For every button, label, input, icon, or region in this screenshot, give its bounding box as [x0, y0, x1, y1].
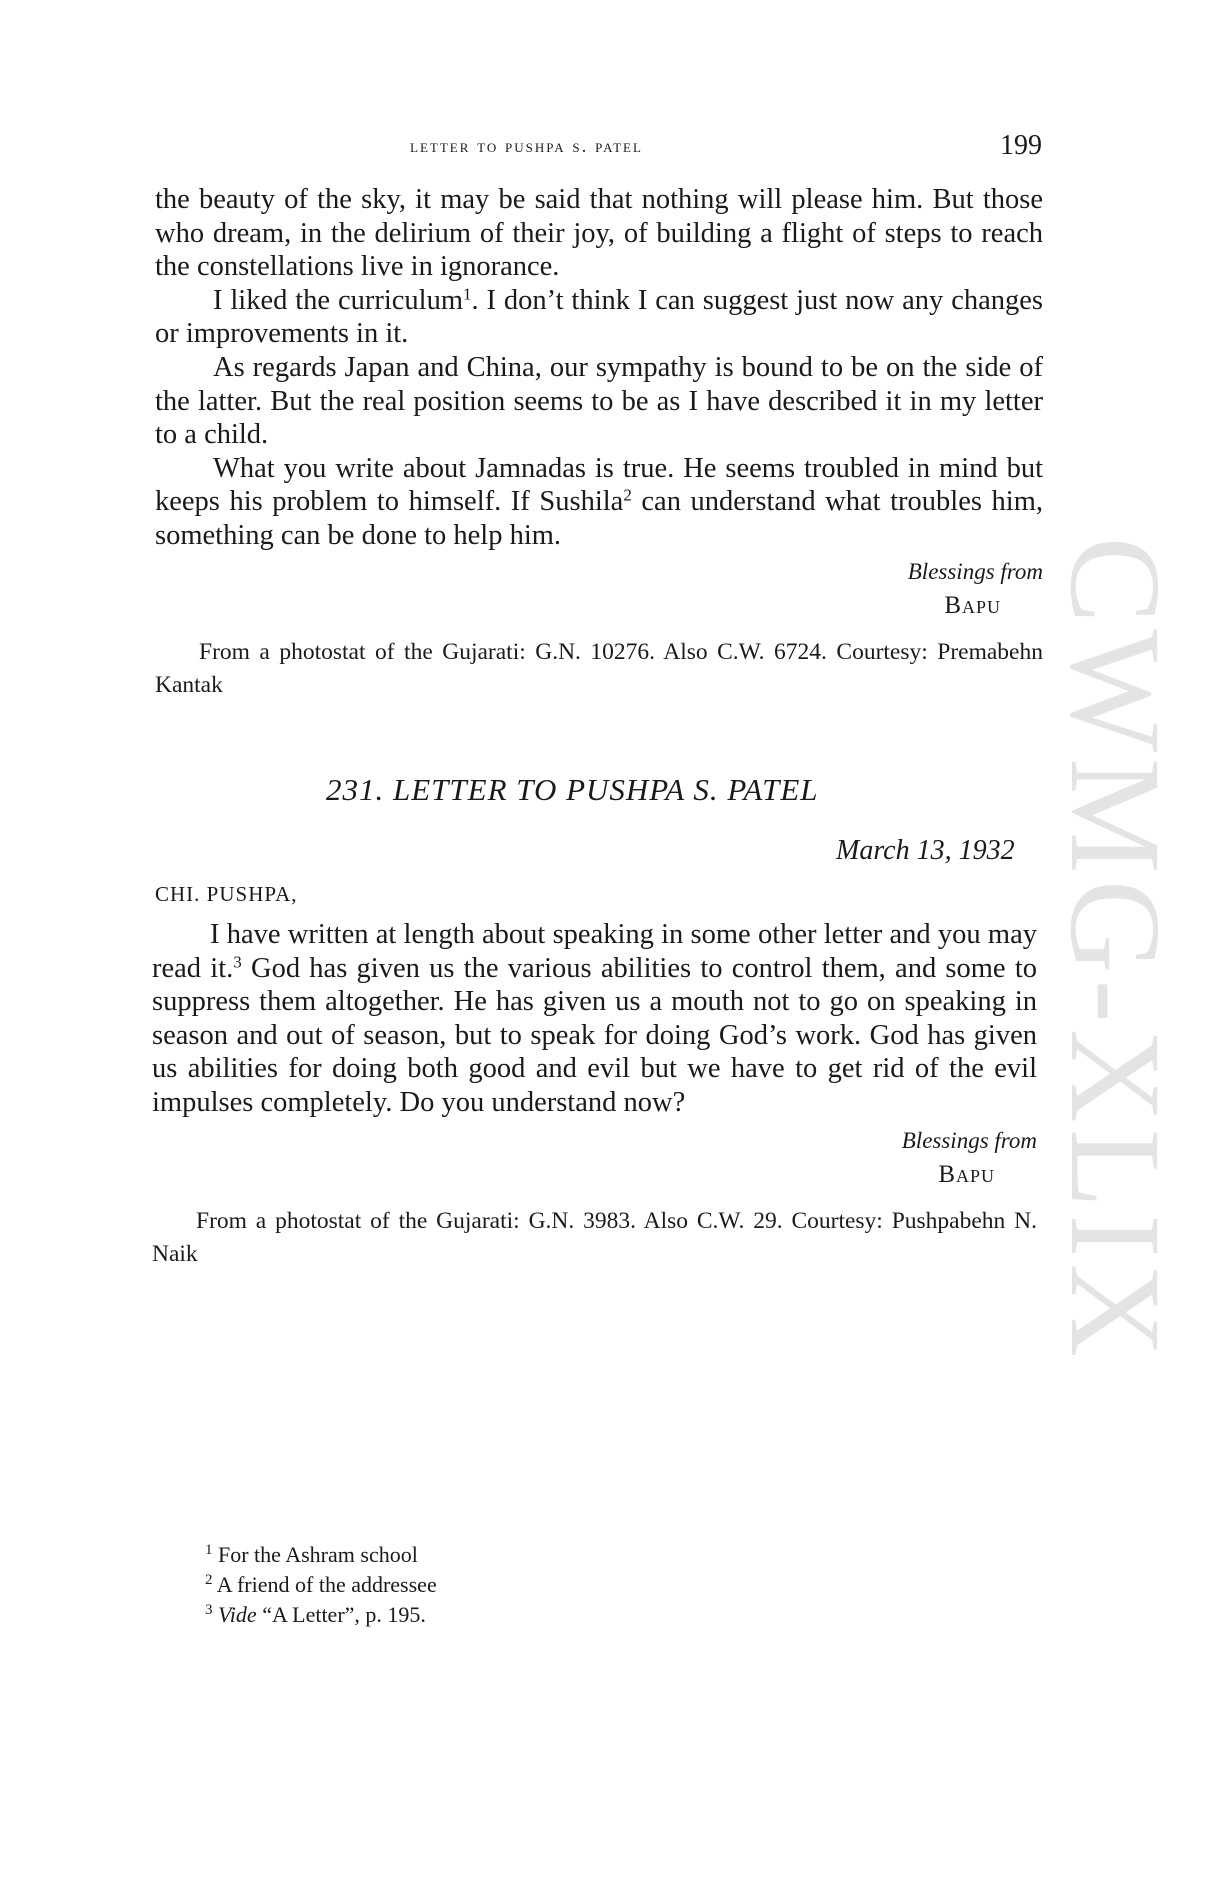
paragraph-text: I liked the curriculum [213, 284, 463, 316]
paragraph-continued: the beauty of the sky, it may be said that nothing will please him. But those who dream, in the delirium of their joy, of building a flight of steps to reach the constellations live in ignorance. [155, 184, 1043, 283]
footnote-3 [205, 1600, 437, 1630]
closing-blessings: Blessings from [901, 1127, 1037, 1153]
top-section [155, 183, 1043, 702]
footnote-text: A friend of the addressee [216, 1572, 437, 1597]
letter-date: March 13, 1932 [836, 835, 1015, 866]
footnote-2 [205, 1570, 437, 1600]
paragraph-text: God has given us the various abilities to control them, and some to suppress them altogether. He has given us a mouth not to go on speaking in season and out of season, but to speak for doing God’s work. God has given us abilities for doing both good and evil but we have to get rid of the evil impulses completely. Do you understand now? [152, 952, 1037, 1118]
footnote-italic: Vide [218, 1602, 257, 1627]
footnote-ref-3: 3 [233, 952, 242, 972]
paragraph-text: . I don’t think I can suggest just now any changes or improvements in it. [155, 284, 1043, 350]
paragraph-text: can understand what troubles him, something can be done to help him. [155, 486, 1043, 551]
footnote-1 [205, 1540, 437, 1570]
paragraph-text: What you write about Jamnadas is true. He seems troubled in mind but keeps his problem to himself. If Sushila [155, 452, 1043, 518]
watermark-text: CWMG-XLIX [1043, 536, 1187, 1364]
footnote-number: 2 [205, 1571, 213, 1588]
letter-body [152, 918, 1037, 1271]
closing-blessings: Blessings from [907, 558, 1043, 584]
footnote-text: For the Ashram school [218, 1542, 418, 1567]
footnote-number: 3 [205, 1601, 213, 1618]
letter-heading: 231. LETTER TO PUSHPA S. PATEL [326, 772, 819, 807]
footnote-ref-2: 2 [623, 486, 632, 505]
footnote-text: “A Letter”, p. 195. [256, 1602, 426, 1627]
footnote-ref-1: 1 [463, 284, 472, 304]
paragraph-text: I have written at length about speaking in some other letter and you may read it. [152, 919, 1037, 984]
signature-bapu: Bapu [938, 1160, 995, 1188]
watermark [1043, 455, 1187, 1445]
signature-bapu: Bapu [944, 591, 1001, 619]
paragraph-japan-china: As regards Japan and China, our sympathy is bound to be on the side of the latter. But the real position seems to be as I have described it in my letter to a child. [155, 351, 1043, 451]
salutation: CHI. PUSHPA, [155, 882, 298, 906]
letter-paragraph [152, 918, 1037, 1120]
source-note: From a photostat of the Gujarati: G.N. 10276. Also C.W. 6724. Courtesy: Premabehn Kantak [155, 639, 1043, 699]
footnotes [205, 1540, 437, 1630]
page-number: 199 [1000, 130, 1042, 161]
footnote-number: 1 [205, 1541, 213, 1558]
paragraph-curriculum [155, 284, 1043, 351]
running-title: letter to pushpa s. patel [410, 136, 643, 157]
source-note: From a photostat of the Gujarati: G.N. 3983. Also C.W. 29. Courtesy: Pushpabehn N. Naik [152, 1208, 1037, 1268]
paragraph-jamnadas [155, 452, 1043, 553]
